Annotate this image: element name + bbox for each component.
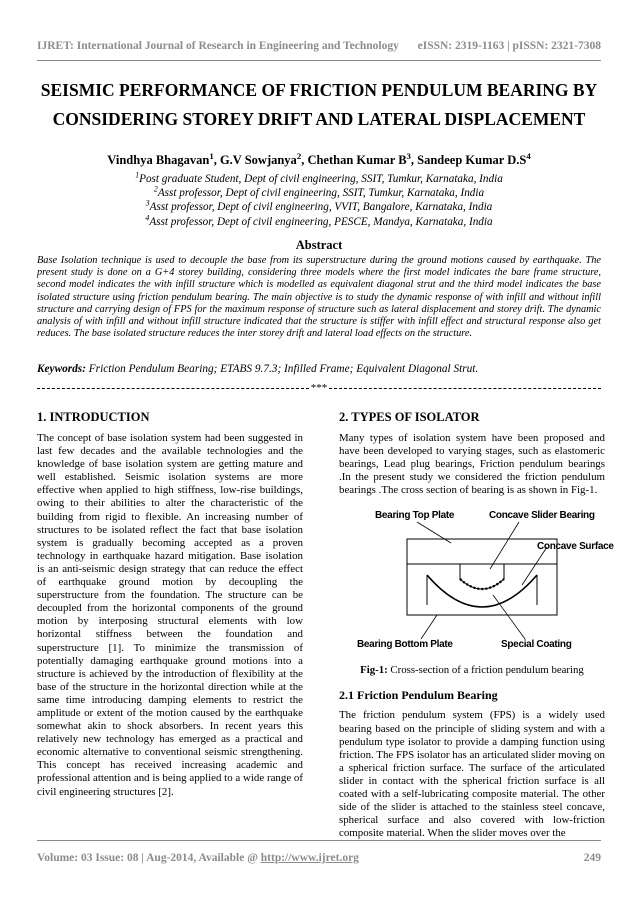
label-surface: Concave Surface xyxy=(537,541,614,553)
top-plate-shape xyxy=(407,539,557,564)
affiliation-sup: 1 xyxy=(135,170,140,180)
affiliation-list xyxy=(30,172,608,229)
journal-name: IJRET: International Journal of Research in Engineering and Technology xyxy=(37,40,399,52)
right-column xyxy=(339,410,614,840)
keywords-label: Keywords: xyxy=(37,363,86,375)
footer-volume-text: Volume: 03 Issue: 08 | Aug-2014, Available @ xyxy=(37,852,261,864)
leader-surface xyxy=(522,547,547,585)
keywords-text: Friction Pendulum Bearing; ETABS 9.7.3; Infilled Frame; Equivalent Diagonal Strut. xyxy=(88,363,479,375)
abstract-heading: Abstract xyxy=(295,238,343,252)
author-sup: 4 xyxy=(526,150,531,161)
affiliation-sup: 2 xyxy=(153,184,158,194)
affiliation-sup: 4 xyxy=(145,212,150,222)
introduction-paragraph: The concept of base isolation system had been suggested in last few decades and the available technologies and the knowledge of base isolation system are getting mature and well established. Seismic isolation systems are more effective when applied to high stiffness, low-rise buildings, owing to their abilities to alter the characteristic of the building from rigid to flexible. An increasing number of structures to be isolated reflect the fact that base isolation system is gradually becoming accepted as a proven technology in earthquake hazard mitigation. Base isolation is an anti-seismic design strategy that can reduce the effect of earthquake ground motion by decoupling the superstructure from the foundation. The structure can be decoupled from the horizontal components of the ground motion by interposing structural elements with low horizontal stiffness between the foundation and superstructure [1]. To minimize the transmission of potentially damaging earthquake ground motions into a structure is achieved by the introduction of flexibility at the base of the structure in the horizontal direction while at the same time introducing damping elements to restrict the amplitude or extent of the motion caused by the earthquake somewhat akin to shock absorbers. In recent years this relatively new technology has emerged as a practical and economic alternative to conventional seismic strengthening. This concept has received increasing academic and professional attention and is being applied to a wide range of civil engineering structures [2]. xyxy=(37,432,303,798)
separator-stars: *** xyxy=(310,382,328,394)
leader-slider xyxy=(490,522,519,569)
affiliation-text: Asst professor, Dept of civil engineering, PESCE, Mandya, Karnataka, India xyxy=(149,215,493,228)
section-separator xyxy=(37,382,601,394)
label-slider: Concave Slider Bearing xyxy=(489,510,595,522)
bearing-diagram xyxy=(339,507,605,657)
leader-top-plate xyxy=(417,522,451,543)
label-coating: Special Coating xyxy=(501,639,572,651)
abstract-body: Base Isolation technique is used to decouple the base from its superstructure during the ground motions caused by earthquake. The present study is done on a G+4 storey building, considering three models where the first model indicates the bare frame structure, second model indicates the with infill structure which is modelled as equivalent diagonal strut and the third model indicates the base isolated structure using friction pendulum bearing. The main objective is to study the dynamic response of with infill and without infill structure and carrying design of FPS for the maximum response of structure such as lateral displacement and storey drift. The dynamic analysis of with infill and without infill structure indicated that the structure is stiffer with infill effect and structural response also get reduces. The base isolated structure reduces the inter storey drift and lateral load effects on the structure. xyxy=(37,255,601,340)
leader-bottom-plate xyxy=(421,615,437,639)
author-sup: 2 xyxy=(296,150,302,161)
affiliation xyxy=(30,172,608,186)
affiliation xyxy=(30,200,608,214)
affiliation-text: Asst professor, Dept of civil engineering, VVIT, Bangalore, Karnataka, India xyxy=(149,201,493,214)
bearing-figure xyxy=(339,507,614,657)
affiliation-text: Asst professor, Dept of civil engineering, SSIT, Tumkur, Karnataka, India xyxy=(157,187,485,200)
author: Vindhya Bhagavan xyxy=(107,153,210,167)
header-divider xyxy=(37,60,601,61)
affiliation-sup: 3 xyxy=(145,198,150,208)
footer-volume xyxy=(37,852,359,864)
leader-coating xyxy=(493,595,525,639)
affiliation xyxy=(30,212,608,229)
page-number: 249 xyxy=(583,852,601,864)
figure-caption xyxy=(339,664,605,676)
journal-link[interactable]: http://www.ijret.org xyxy=(260,852,359,864)
running-footer xyxy=(37,852,601,864)
running-header xyxy=(37,40,601,52)
caption-text: Cross-section of a friction pendulum bearing xyxy=(387,664,584,677)
paper-title xyxy=(30,76,608,134)
section-heading-introduction: 1. INTRODUCTION xyxy=(37,410,150,424)
label-top-plate: Bearing Top Plate xyxy=(375,510,455,522)
section-heading-types-of-isolator: 2. TYPES OF ISOLATOR xyxy=(339,410,480,424)
separator-dash-left xyxy=(37,388,309,389)
types-of-isolator-paragraph: Many types of isolation system have been proposed and have been developed to varying stages, such as elastomeric bearings, Lead plug bearings, Friction pendulum bearings .In the present study we considered the friction pendulum bearings .The cross section of bearing is as shown in Fig-1. xyxy=(339,432,605,497)
issn: eISSN: 2319-1163 | pISSN: 2321-7308 xyxy=(417,40,601,52)
concave-surface-curve xyxy=(427,575,537,607)
coating-layer xyxy=(460,579,504,589)
author: Sandeep Kumar D.S xyxy=(417,153,527,167)
title-line-2: CONSIDERING STOREY DRIFT AND LATERAL DISPLACEMENT xyxy=(52,109,586,129)
author-sup: 3 xyxy=(406,150,411,161)
footer-divider xyxy=(37,840,601,841)
caption-label: Fig-1: xyxy=(360,664,388,677)
title-line-1: SEISMIC PERFORMANCE OF FRICTION PENDULUM BEARING BY xyxy=(40,80,598,100)
keywords xyxy=(37,363,601,375)
author: G.V Sowjanya xyxy=(219,153,297,167)
subsection-heading-fpb: 2.1 Friction Pendulum Bearing xyxy=(339,688,498,703)
author-list: Vindhya Bhagavan$^1$, G.V Sowjanya$^2$, Chethan Kumar $B^3$, Sandeep Kumar $D.S^4$ xyxy=(107,150,531,167)
author-sup: 1 xyxy=(209,150,214,161)
left-column xyxy=(37,410,303,799)
affiliation xyxy=(30,186,608,200)
author: Chethan Kumar B xyxy=(307,153,407,167)
separator-dash-right xyxy=(329,388,601,389)
fpb-paragraph: The friction pendulum system (FPS) is a widely used bearing based on the principle of sliding system and with a pendulum type isolator to provide a damping function using friction. The FPS isolator has an articulated slider moving on a spherical friction surface. The surface of the articulated slider in contact with the spherical friction surface is all coated with a self-lubricating composite material. The other side of the slider is attached to the stainless steel concave, spherical surface and also covered with low-friction composite material. When the slider moves over the xyxy=(339,709,605,840)
affiliation-text: Post graduate Student, Dept of civil engineering, SSIT, Tumkur, Karnataka, India xyxy=(139,173,503,185)
label-bottom-plate: Bearing Bottom Plate xyxy=(357,639,453,651)
